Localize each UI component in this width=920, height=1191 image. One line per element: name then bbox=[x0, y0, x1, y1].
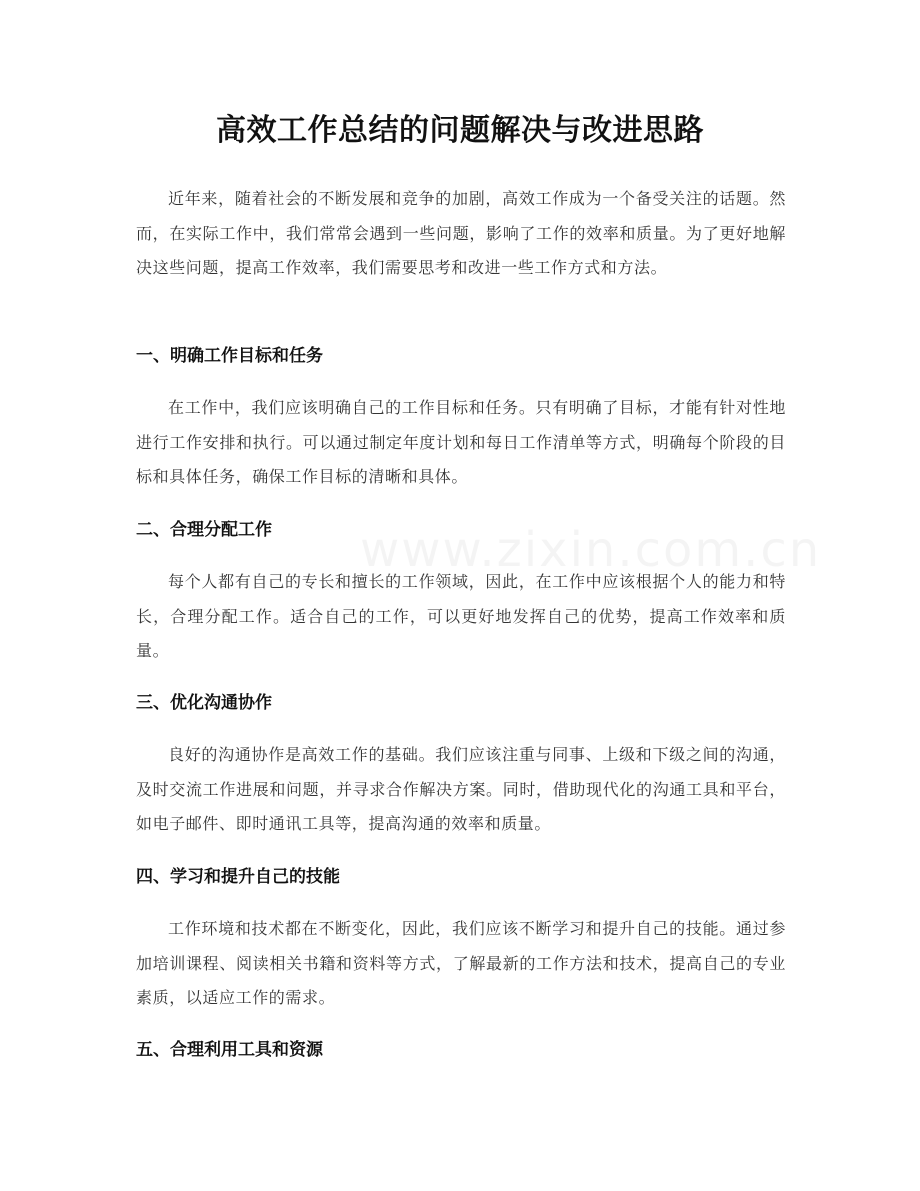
section-heading-4: 四、学习和提升自己的技能 bbox=[136, 867, 340, 887]
document-title: 高效工作总结的问题解决与改进思路 bbox=[216, 113, 704, 148]
section-body-4: 工作环境和技术都在不断变化，因此，我们应该不断学习和提升自己的技能。通过参加培训课程、阅读相关书籍和资料等方式，了解最新的工作方法和技术，提高自己的专业素质，以适应工作的需求。 bbox=[136, 919, 786, 1007]
section-heading-1: 一、明确工作目标和任务 bbox=[136, 346, 323, 366]
section-body-3: 良好的沟通协作是高效工作的基础。我们应该注重与同事、上级和下级之间的沟通，及时交流工作进展和问题，并寻求合作解决方案。同时，借助现代化的沟通工具和平台，如电子邮件、即时通讯工具等，提高沟通的效率和质量。 bbox=[136, 745, 786, 833]
section-heading-3: 三、优化沟通协作 bbox=[136, 693, 272, 713]
section-body-2: 每个人都有自己的专长和擅长的工作领域，因此，在工作中应该根据个人的能力和特长，合理分配工作。适合自己的工作，可以更好地发挥自己的优势，提高工作效率和质量。 bbox=[136, 572, 786, 660]
section-heading-2: 二、合理分配工作 bbox=[136, 520, 272, 540]
section-body-1: 在工作中，我们应该明确自己的工作目标和任务。只有明确了目标，才能有针对性地进行工作安排和执行。可以通过制定年度计划和每日工作清单等方式，明确每个阶段的目标和具体任务，确保工作目标的清晰和具体。 bbox=[136, 398, 786, 486]
intro-paragraph: 近年来，随着社会的不断发展和竞争的加剧，高效工作成为一个备受关注的话题。然而，在实际工作中，我们常常会遇到一些问题，影响了工作的效率和质量。为了更好地解决这些问题，提高工作效率，我们需要思考和改进一些工作方式和方法。 bbox=[136, 189, 786, 277]
section-heading-5: 五、合理利用工具和资源 bbox=[136, 1040, 323, 1060]
